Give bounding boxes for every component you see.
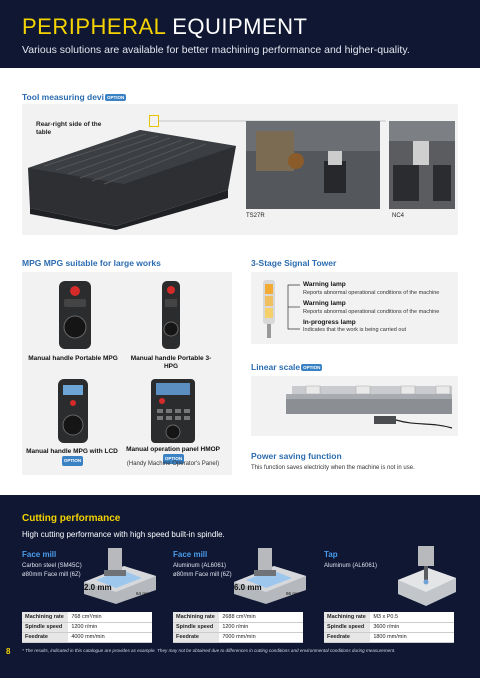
lamp-3-title: In-progress lamp	[303, 319, 356, 326]
col1-width: 64 mm	[136, 591, 151, 596]
power-section-title: Power saving function	[251, 451, 342, 461]
nc4-image	[389, 121, 455, 209]
tool-section-title: Tool measuring devi OPTION	[22, 92, 125, 102]
hmop-label: Manual operation panel HMOP OPTION	[120, 446, 226, 464]
mpg-panel	[22, 272, 232, 475]
table-row: Spindle speed 3600 r/min	[324, 622, 454, 632]
footnote: * The results, indicated in this catalogue are provides as example. They may not be obtained due to differences in cutting conditions and environmental conditions during measurement.	[22, 648, 396, 653]
linear-scale-image	[256, 382, 454, 432]
col2-depth: 6.0 mm	[234, 583, 262, 592]
mpg-lcd-label: Manual handle MPG with LCD OPTION	[24, 448, 120, 466]
table-row: Feedrate 4000 mm/min	[22, 632, 152, 642]
page-title: PERIPHERAL EQUIPMENT	[22, 14, 308, 39]
col1-tool: ø80mm Face mill (6Z)	[22, 572, 81, 578]
col3-tap-image	[394, 546, 458, 608]
col3-spec-table	[324, 612, 454, 643]
ts27r-label: TS27R	[246, 213, 265, 219]
col2-spec-table	[173, 612, 303, 643]
cutting-subtitle: High cutting performance with high speed built-in spindle.	[22, 530, 225, 539]
mpg-lcd-image	[55, 377, 91, 445]
signal-tower-image	[258, 278, 280, 340]
page-subtitle: Various solutions are available for better machining performance and higher-quality.	[22, 44, 410, 56]
table-row: Feedrate 7000 mm/min	[173, 632, 303, 642]
scale-section-title: Linear scale OPTION	[251, 362, 321, 372]
lamp-1-desc: Reports abnormal operational conditions of the machine	[303, 290, 440, 296]
lamp-2-title: Warning lamp	[303, 300, 346, 307]
col1-spec-table	[22, 612, 152, 643]
col2-width: 66 mm	[286, 591, 301, 596]
tower-section-title: 3-Stage Signal Tower	[251, 258, 337, 268]
lamp-2-desc: Reports abnormal operational conditions of the machine	[303, 309, 440, 315]
tower-bracket	[282, 283, 302, 333]
option-badge: OPTION	[303, 365, 321, 371]
option-badge: OPTION	[163, 454, 184, 464]
hmop-sublabel: (Handy Machine Operator's Panel)	[126, 461, 220, 467]
col3-title: Tap	[324, 550, 338, 559]
table-row: Spindle speed 1200 r/min	[173, 622, 303, 632]
nc4-label: NC4	[392, 213, 405, 219]
power-desc: This function saves electricity when the machine is not in use.	[251, 465, 415, 471]
lamp-1-title: Warning lamp	[303, 281, 346, 288]
option-badge: OPTION	[107, 95, 125, 101]
table-row: Spindle speed 1200 r/min	[22, 622, 152, 632]
option-badge: OPTION	[62, 456, 83, 466]
table-row: Machining rate 2688 cm³/min	[173, 612, 303, 622]
col2-tool: ø80mm Face mill (6Z)	[173, 572, 232, 578]
mpg-portable-label: Manual handle Portable MPG	[28, 355, 118, 362]
lamp-3-desc: Indicates that the work is being carried out	[303, 327, 407, 333]
table-row: Machining rate 768 cm³/min	[22, 612, 152, 622]
table-row: Feedrate 1800 mm/min	[324, 632, 454, 642]
mpg-section-title: MPG MPG suitable for large works	[22, 258, 161, 268]
mpg-3hpg-image	[158, 279, 184, 351]
page-number: 8	[6, 647, 11, 656]
cutting-title: Cutting performance	[22, 513, 121, 524]
ts27r-image	[246, 121, 380, 209]
table-row: Machining rate M3 x P0.5	[324, 612, 454, 622]
mpg-3hpg-label: Manual handle Portable 3-HPG	[130, 355, 212, 370]
col1-depth: 2.0 mm	[84, 583, 112, 592]
col2-material: Aluminum (AL6061)	[173, 563, 227, 569]
col2-title: Face mill	[173, 550, 208, 559]
col1-material: Carbon steel (SM45C)	[22, 563, 82, 569]
col3-material: Aluminum (AL6061)	[324, 563, 378, 569]
hmop-image	[148, 377, 198, 445]
col1-title: Face mill	[22, 550, 57, 559]
mpg-portable-image	[55, 279, 95, 351]
table-callout: Rear-right side of the table	[36, 121, 102, 136]
